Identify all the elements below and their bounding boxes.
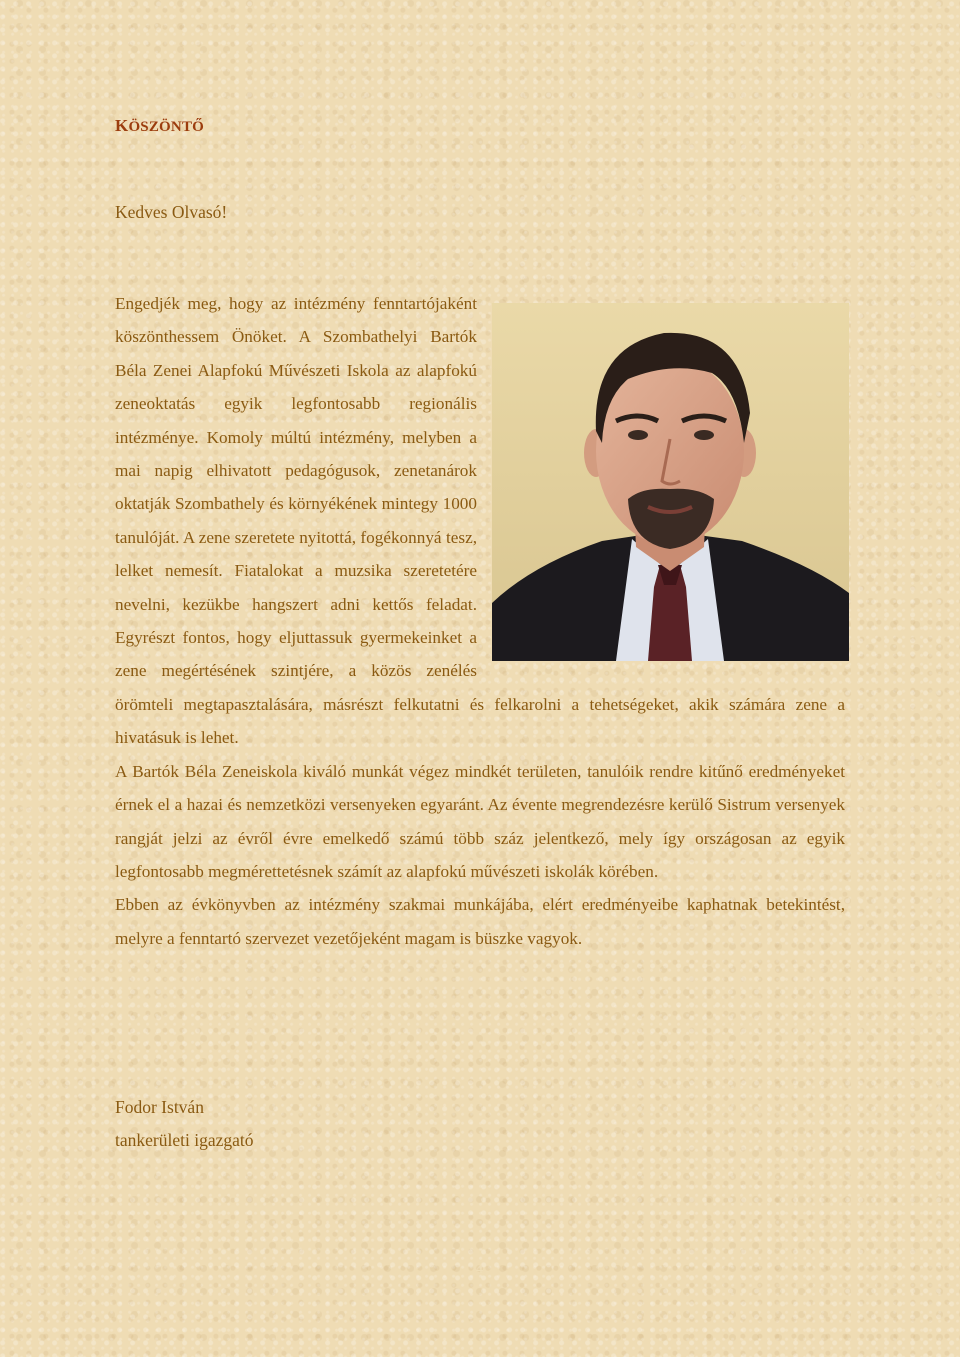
heading-initial: K [115,116,129,135]
author-portrait [492,303,849,661]
signature-title: tankerületi igazgató [115,1130,254,1151]
salutation: Kedves Olvasó! [115,202,228,222]
paragraph-1: Engedjék meg, hogy az intézmény fenntartójaként köszönthessem Önöket. A Szombathelyi Bartók Béla Zenei Alapfokú Művészeti Iskola az alapfokú zeneoktatás egyik legfontosabb regionális intézménye. Komoly múltú intézmény, melyben a mai napig elhivatott pedagógusok, zenetanárok oktatják Szombathely és környékének mintegy 1000 tanulóját. A zene szeretete nyitottá, fogékonnyá tesz, lelket nemesít. Fiatalokat a muzsika szeretetére nevelni, kezükbe hangszert adni kettős feladat. Egyrészt fontos, hogy eljuttassuk gyermekeinket a zene megértésének szintjére, a közös zenélés örömteli megtapasztalására, másrészt felkutatni és felkarolni a tehetségeket, akik számára zene a hivatásuk is lehet. [115,294,845,748]
page-number: 4 [476,1262,483,1277]
signature-block [115,1091,253,1158]
heading-rest: ÖSZÖNTŐ [128,119,205,135]
page-heading [115,116,204,136]
signature-name: Fodor István [115,1097,204,1117]
paragraph-2: A Bartók Béla Zeneiskola kiváló munkát végez mindkét területen, tanulóik rendre kitűnő eredményeket érnek el a hazai és nemzetközi versenyeken egyaránt. Az évente megrendezésre kerülő Sistrum versenyek rangját jelzi az évről évre emelkedő számú több száz jelentkező, mely így országosan az egyik legfontosabb megmérettetésnek számít az alapfokú művészeti iskolák körében. [115,761,845,881]
paragraph-3: Ebben az évkönyvben az intézmény szakmai munkájába, elért eredményeibe kaphatnak betekintést, melyre a fenntartó szervezet vezetőjeként magam is büszke vagyok. [115,895,845,948]
